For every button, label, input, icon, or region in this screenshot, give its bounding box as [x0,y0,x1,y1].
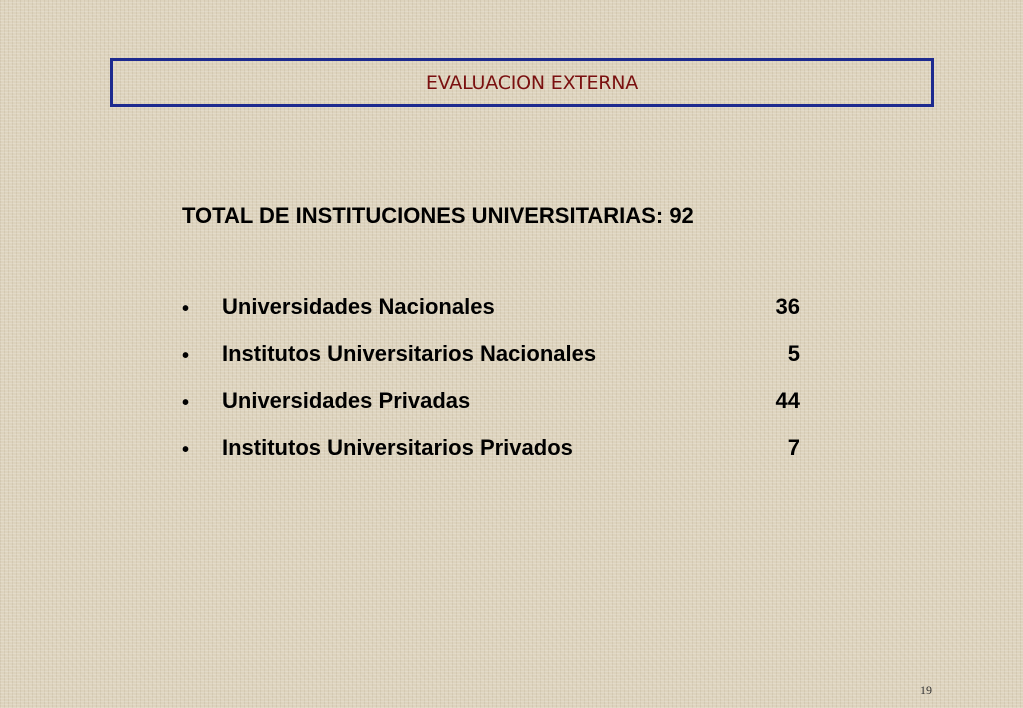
item-count: 44 [775,388,800,413]
list-item-institutos-privados [182,435,804,482]
total-line [182,203,694,229]
item-label: Universidades Privadas [222,388,471,413]
title-box [110,58,934,107]
list-item-universidades-nacionales [182,294,804,341]
list-item-universidades-privadas [182,388,804,435]
slide-title: EVALUACION EXTERNA [425,71,639,94]
item-count: 5 [787,341,800,366]
item-label: Universidades Nacionales [222,294,495,319]
bullet: • [182,345,190,367]
item-count: 36 [775,294,800,319]
bullet: • [182,392,190,414]
bullet: • [182,439,190,461]
total-value: 92 [669,203,694,228]
bullet: • [182,298,190,320]
list-item-institutos-nacionales [182,341,804,388]
item-count: 7 [787,435,800,460]
item-label: Institutos Universitarios Nacionales [222,341,597,366]
page-number: 19 [920,683,932,697]
total-label: TOTAL DE INSTITUCIONES UNIVERSITARIAS: [182,203,664,228]
institution-list [182,294,804,482]
item-label: Institutos Universitarios Privados [222,435,573,460]
